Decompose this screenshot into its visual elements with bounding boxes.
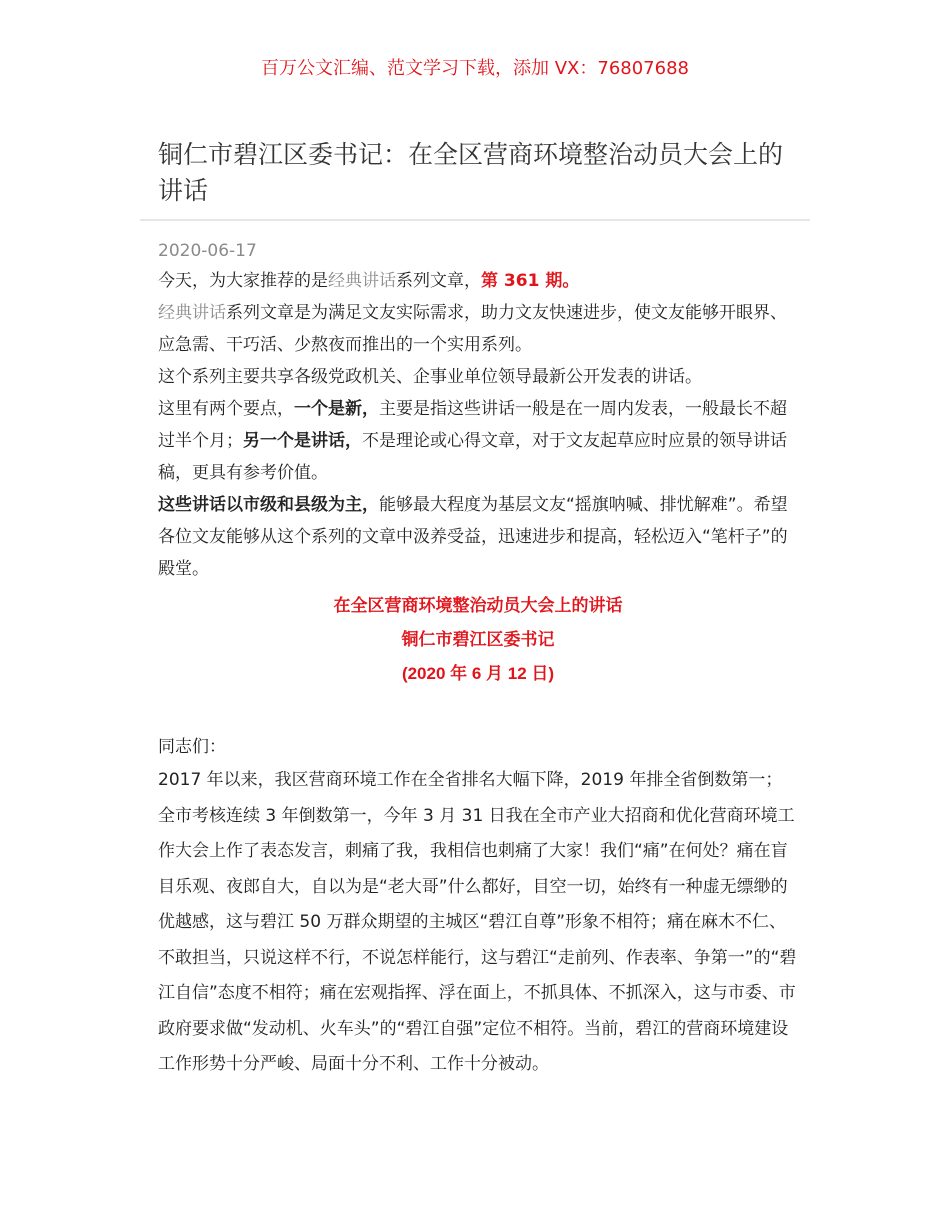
intro-text: 今天，为大家推荐的是 <box>158 271 328 291</box>
publish-date: 2020-06-17 <box>158 241 257 261</box>
intro-text: 能够最大程度为基层文友“摇旗呐喊、排忧解难”。希望各位文友能够从这个系列的文章中汲养受益，迅速进步和提高，轻松迈入“笔杆子”的殿堂。 <box>158 495 788 579</box>
speech-date: (2020 年 6 月 12 日) <box>401 664 555 683</box>
intro-text: 这里有两个要点， <box>158 399 294 419</box>
intro-text: 系列文章是为满足文友实际需求，助力文友快速进步，使文友能够开眼界、应急需、干巧活、少熬夜而推出的一个实用系列。 <box>158 303 787 355</box>
intro-text: 主要是指这些讲话一般是在一周内发表，一般最长不超过半个月； <box>158 399 787 451</box>
key-point-level: 这些讲话以市级和县级为主， <box>158 495 379 515</box>
speech-heading: 在全区营商环境整治动员大会上的讲话 <box>333 596 623 615</box>
intro-text: 不是理论或心得文章，对于文友起草应时应景的领导讲话稿，更具有参考价值。 <box>158 431 787 483</box>
key-point-speech: 另一个是讲话， <box>243 431 362 451</box>
intro-paragraph-3: 这个系列主要共享各级党政机关、企事业单位领导最新公开发表的讲话。 <box>158 367 702 387</box>
speech-body-paragraph: 2017 年以来，我区营商环境工作在全省排名大幅下降，2019 年排全省倒数第一；全市考核连续 3 年倒数第一，今年 3 月 31 日我在全市产业大招商和优化营商环境工作大会上作了表态发言，刺痛了我，我相信也刺痛了大家！我们“痛”在何处？痛在盲目乐观、夜郎自大，自以为是“老大哥”什么都好，目空一切，始终有一种虚无缥缈的优越感，这与碧江 50 万群众期望的主城区“碧江自尊”形象不相符；痛在麻木不仁、不敢担当，只说这样不行，不说怎样能行，这与碧江“走前列、作表率、争第一”的“碧江自信”态度不相符；痛在宏观指挥、浮在面上，不抓具体、不抓深入，这与市委、市政府要求做“发动机、火车头”的“碧江自强”定位不相符。当前，碧江的营商环境建设工作形势十分严峻、局面十分不利、工作十分被动。 <box>158 770 797 1074</box>
intro-paragraph-5 <box>158 489 798 585</box>
article-title: 铜仁市碧江区委书记：在全区营商环境整治动员大会上的讲话 <box>158 140 784 205</box>
speech-speaker: 铜仁市碧江区委书记 <box>401 630 555 649</box>
series-name: 经典讲话 <box>328 271 396 291</box>
key-point-new: 一个是新， <box>294 399 379 419</box>
title-divider <box>140 219 810 221</box>
intro-paragraph-2 <box>158 297 798 361</box>
intro-paragraph-4 <box>158 393 798 489</box>
promo-banner: 百万公文汇编、范文学习下载，添加 VX：76807688 <box>261 58 689 79</box>
intro-text: 系列文章， <box>396 271 481 291</box>
issue-number: 第 361 期。 <box>481 271 580 291</box>
article-body <box>158 265 798 1083</box>
speech-salutation: 同志们： <box>158 737 226 757</box>
series-name: 经典讲话 <box>158 303 226 323</box>
intro-paragraph-1 <box>158 265 798 297</box>
spacer <box>158 691 798 731</box>
